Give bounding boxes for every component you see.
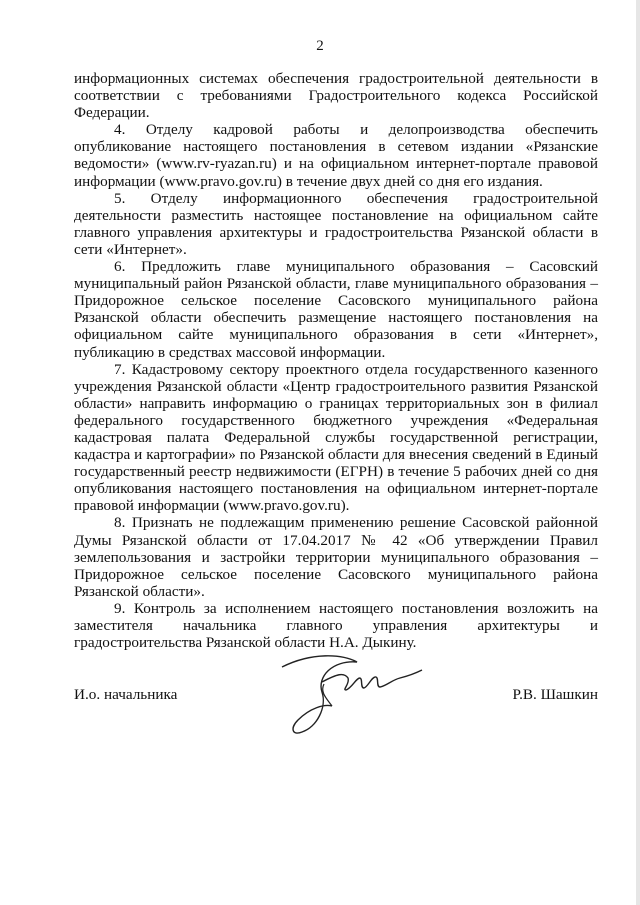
signer-title: И.о. начальника (74, 686, 178, 703)
paragraph-4: 4. Отделу кадровой работы и делопроизводства обеспечить опубликование настоящего постановления в сетевом издании «Рязанские ведомости» (www.rv-ryazan.ru) и на официальном интернет-портале правовой информации (www.pravo.gov.ru) в течение двух дней со дня его издания. (74, 121, 598, 190)
paragraph-8: 8. Признать не подлежащим применению решение Сасовской районной Думы Рязанской области от 17.04.2017 № 42 «Об утверждении Правил землепользования и застройки территории муниципального образования – Придорожное сельское поселение Сасовского муниципального района Рязанской области». (74, 514, 598, 600)
paragraph-6: 6. Предложить главе муниципального образования – Сасовский муниципальный район Рязанской области, главе муниципального образования – Придорожное сельское поселение Сасовского муниципального района Рязанской области обеспечить размещение настоящего постановления на официальном сайте муниципального образования в сети «Интернет», публикацию в средствах массовой информации. (74, 258, 598, 361)
signer-name: Р.В. Шашкин (512, 686, 598, 703)
page-number: 2 (316, 38, 324, 54)
document-body (74, 70, 598, 651)
paragraph-continuation: информационных системах обеспечения градостроительной деятельности в соответствии с требованиями Градостроительного кодекса Российской Федерации. (74, 70, 598, 122)
paragraph-7: 7. Кадастровому сектору проектного отдела государственного казенного учреждения Рязанской области «Центр градостроительного развития Рязанской области» направить информацию о границах территориальных зон в филиал федерального государственного бюджетного учреждения «Федеральная кадастровая палата Федеральной службы государственной регистрации, кадастра и картографии» по Рязанской области для внесения сведений в Единый государственный реестр недвижимости (ЕГРН) в течение 5 рабочих дней со дня опубликования настоящего постановления на официальном интернет-портале правовой информации (www.pravo.gov.ru). (74, 360, 598, 515)
signature-block (74, 686, 598, 706)
paragraph-9: 9. Контроль за исполнением настоящего постановления возложить на заместителя начальника главного управления архитектуры и градостроительства Рязанской области Н.А. Дыкину. (74, 599, 598, 652)
paragraph-5: 5. Отделу информационного обеспечения градостроительной деятельности разместить настоящее постановление на официальном сайте главного управления архитектуры и градостроительства Рязанской области в сети «Интернет». (74, 189, 598, 258)
scan-edge-shadow (636, 0, 640, 905)
